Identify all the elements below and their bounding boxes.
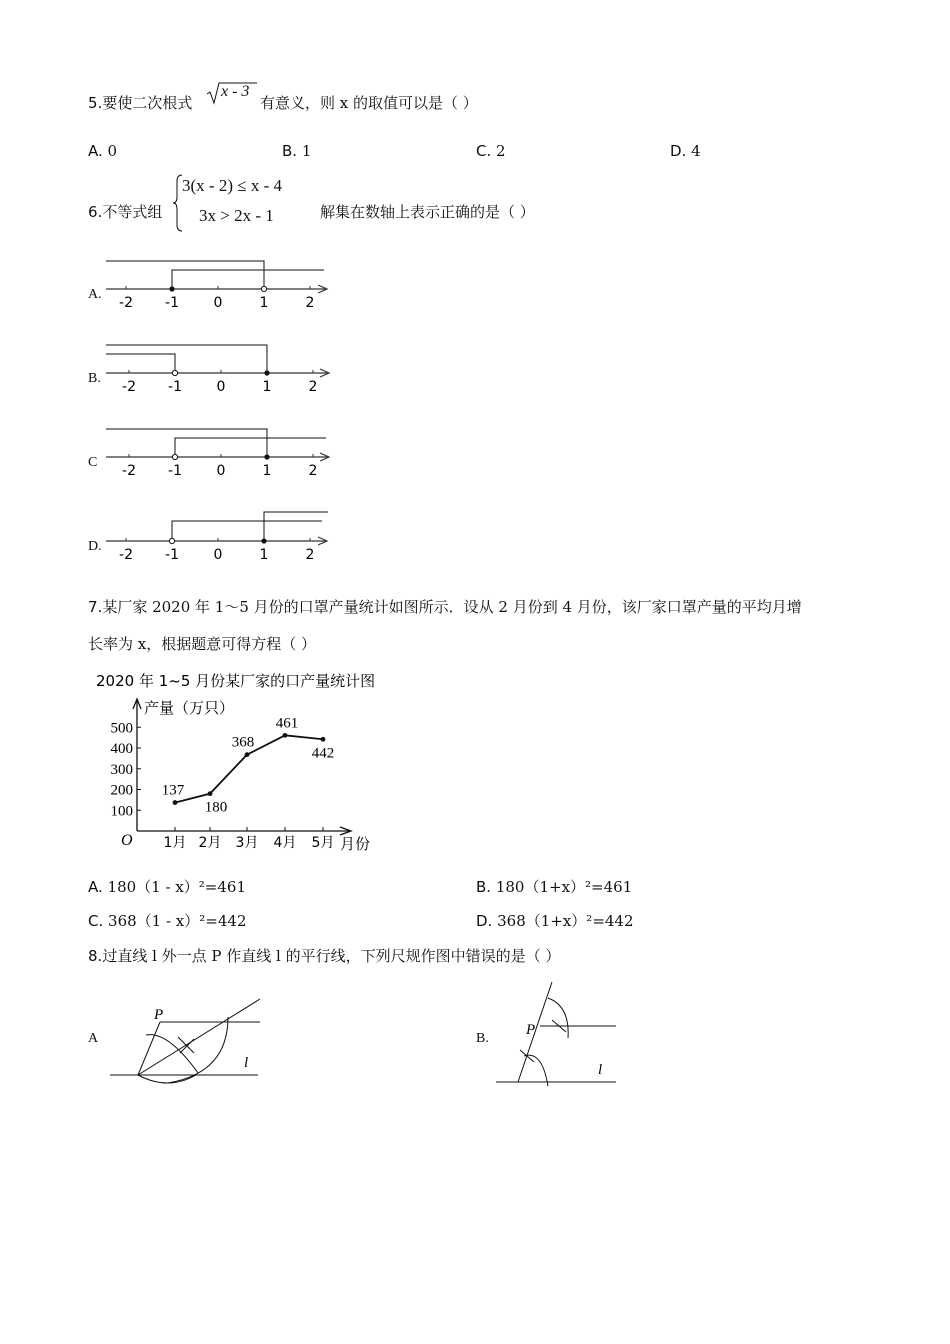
inequality-system	[172, 173, 312, 233]
data-label: 180	[204, 799, 228, 816]
origin-label: O	[121, 832, 133, 849]
hollow-point	[172, 370, 177, 375]
hollow-point	[169, 538, 174, 543]
tick-label: 2	[305, 547, 315, 563]
question-number: 7.	[88, 598, 103, 616]
construction-figure-a[interactable]	[108, 995, 268, 1090]
number-line-c[interactable]	[100, 423, 340, 483]
data-point	[283, 733, 288, 738]
tick-label: 0	[216, 379, 226, 395]
option-b-label[interactable]: B.	[476, 1031, 489, 1046]
tick-label: 1	[262, 379, 272, 395]
option-c-label[interactable]: C	[88, 455, 98, 470]
point-p-label: P	[526, 1022, 536, 1038]
y-tick-label: 200	[110, 782, 133, 799]
construction-figure-b[interactable]	[494, 978, 624, 1093]
tick-label: 2	[308, 379, 318, 395]
line-l-label: l	[598, 1062, 603, 1078]
solid-point	[264, 370, 269, 375]
number-line-d[interactable]	[100, 507, 340, 567]
tick-label: 1	[259, 547, 269, 563]
tick-label: -2	[119, 295, 133, 311]
question-text-before: 不等式组	[102, 203, 163, 221]
option-b[interactable]: B. 180（1+x）²=461	[476, 878, 633, 896]
data-point	[321, 737, 326, 742]
x-tick-label: 1月	[163, 835, 187, 851]
solid-point	[261, 538, 266, 543]
option-c[interactable]: C. 2	[476, 142, 506, 160]
solid-point	[264, 454, 269, 459]
tick-label: -1	[165, 547, 179, 563]
data-point	[245, 752, 250, 757]
tick-label: -1	[168, 379, 182, 395]
option-a[interactable]: A. 0	[88, 142, 118, 160]
tick-label: 1	[262, 463, 272, 479]
data-point	[173, 800, 178, 805]
y-tick-label: 100	[110, 803, 133, 820]
data-label: 461	[275, 715, 299, 732]
inequality-1: 3(x - 2) ≤ x - 4	[182, 176, 282, 195]
option-a[interactable]: A. 180（1 - x）²=461	[88, 878, 246, 896]
y-axis-label: 产量（万只）	[144, 699, 235, 717]
tick-label: -2	[122, 379, 136, 395]
option-b[interactable]: B. 1	[282, 142, 312, 160]
y-tick-label: 400	[110, 741, 133, 757]
y-tick-label: 300	[110, 761, 133, 778]
option-d[interactable]: D. 368（1+x）²=442	[476, 912, 634, 930]
x-tick-label: 4月	[273, 835, 297, 851]
radicand: x - 3	[221, 83, 250, 100]
option-c[interactable]: C. 368（1 - x）²=442	[88, 912, 247, 930]
number-line-b[interactable]	[100, 339, 340, 399]
question-text-before: 要使二次根式	[102, 94, 193, 112]
point-p-label: P	[154, 1007, 164, 1023]
tick-label: 0	[216, 463, 226, 479]
question-number: 6.	[88, 203, 103, 221]
data-point	[208, 791, 213, 796]
tick-label: 2	[305, 295, 315, 311]
x-tick-label: 3月	[235, 835, 259, 851]
option-a-label[interactable]: A.	[88, 287, 102, 302]
x-tick-label: 5月	[311, 835, 335, 851]
tick-label: -1	[168, 463, 182, 479]
data-label: 442	[311, 745, 335, 762]
tick-label: 1	[259, 295, 269, 311]
tick-label: 2	[308, 463, 318, 479]
question-6-text	[88, 201, 162, 222]
option-a-label[interactable]: A	[88, 1031, 99, 1046]
y-tick-label: 500	[110, 720, 133, 737]
question-8-text: 8.过直线 l 外一点 P 作直线 l 的平行线，下列尺规作图中错误的是（ ）	[88, 947, 561, 965]
question-7-line-1: 7.某厂家 2020 年 1～5 月份的口罩产量统计如图所示．设从 2 月份到 4 月份，该厂家口罩产量的平均月增	[88, 598, 802, 616]
number-line-a[interactable]	[100, 255, 340, 315]
chart-title: 2020 年 1~5 月份某厂家的口产量统计图	[96, 672, 376, 690]
option-d[interactable]: D. 4	[670, 142, 701, 160]
question-5-text	[88, 92, 192, 113]
tick-label: -2	[119, 547, 133, 563]
question-7-line-2: 长率为 x，根据题意可得方程（ ）	[88, 635, 316, 653]
tick-label: -1	[165, 295, 179, 311]
line-chart	[88, 665, 408, 860]
tick-label: 0	[213, 547, 223, 563]
question-number: 5.	[88, 94, 103, 112]
question-text-after: 有意义，则 x 的取值可以是（ ）	[260, 94, 478, 112]
hollow-point	[261, 286, 266, 291]
sqrt-expression	[205, 80, 257, 106]
hollow-point	[172, 454, 177, 459]
tick-label: -2	[122, 463, 136, 479]
option-d-label[interactable]: D.	[88, 539, 102, 554]
option-b-label[interactable]: B.	[88, 371, 101, 386]
data-label: 368	[231, 734, 255, 751]
x-tick-label: 2月	[198, 835, 222, 851]
question-text-after: 解集在数轴上表示正确的是（ ）	[320, 203, 535, 221]
question-number: 8.	[88, 947, 103, 965]
tick-label: 0	[213, 295, 223, 311]
data-label: 137	[161, 782, 185, 799]
x-axis-label: 月份	[340, 835, 371, 853]
line-l-label: l	[244, 1055, 249, 1071]
solid-point	[169, 286, 174, 291]
inequality-2: 3x > 2x - 1	[199, 206, 274, 225]
